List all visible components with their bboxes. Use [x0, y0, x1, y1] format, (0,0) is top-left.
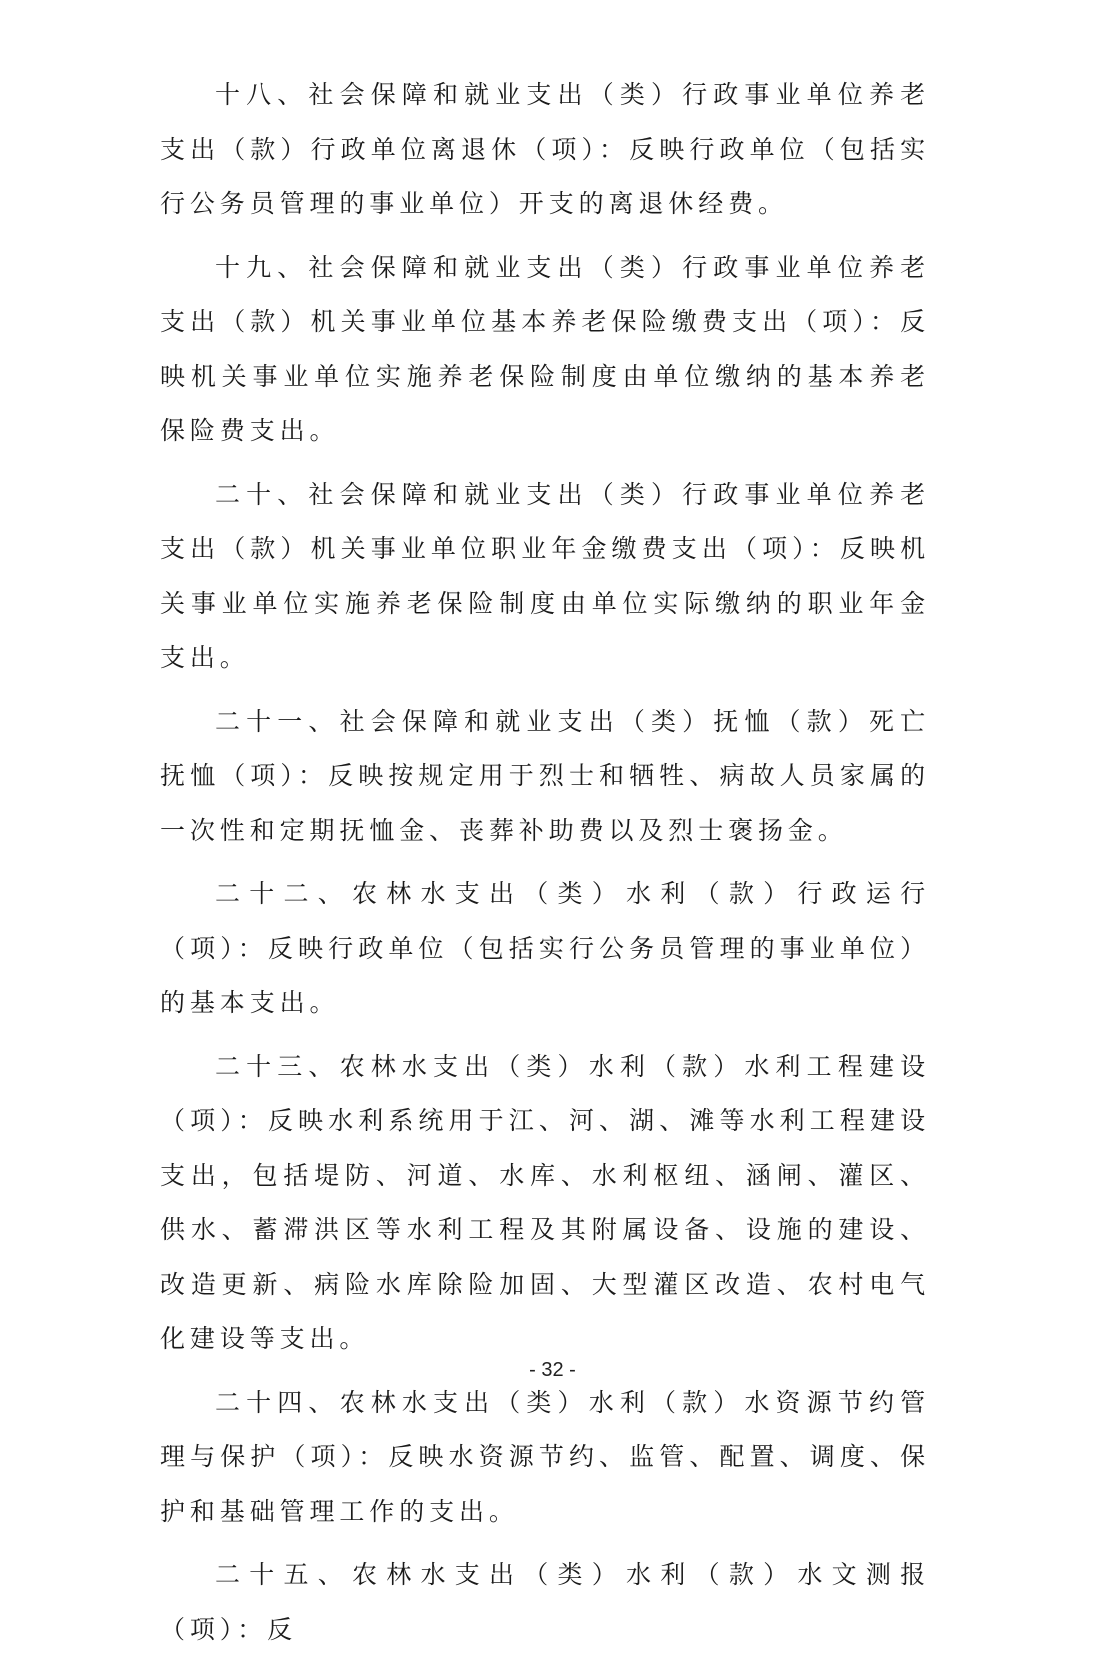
document-body	[160, 68, 930, 1666]
paragraph-item-18: 十八、社会保障和就业支出（类）行政事业单位养老支出（款）行政单位离退休（项）：反映行政单位（包括实行公务员管理的事业单位）开支的离退休经费。	[160, 80, 930, 218]
paragraph-item-21: 二十一、社会保障和就业支出（类）抚恤（款）死亡抚恤（项）：反映按规定用于烈士和牺牲、病故人员家属的一次性和定期抚恤金、丧葬补助费以及烈士褒扬金。	[160, 706, 930, 845]
paragraph-item-22: 二十二、农林水支出（类）水利（款）行政运行（项）：反映行政单位（包括实行公务员管理的事业单位）的基本支出。	[160, 879, 930, 1017]
paragraph-item-19: 十九、社会保障和就业支出（类）行政事业单位养老支出（款）机关事业单位基本养老保险缴费支出（项）：反映机关事业单位实施养老保险制度由单位缴纳的基本养老保险费支出。	[160, 252, 930, 445]
paragraph-item-25: 二十五、农林水支出（类）水利（款）水文测报（项）：反	[160, 1560, 930, 1644]
paragraph-item-23: 二十三、农林水支出（类）水利（款）水利工程建设（项）：反映水利系统用于江、河、湖、滩等水利工程建设支出，包括堤防、河道、水库、水利枢纽、涵闸、灌区、供水、蓄滞洪区等水利工程及其附属设备、设施的建设、改造更新、病险水库除险加固、大型灌区改造、农村电气化建设等支出。	[160, 1051, 930, 1353]
paragraph-item-20: 二十、社会保障和就业支出（类）行政事业单位养老支出（款）机关事业单位职业年金缴费支出（项）：反映机关事业单位实施养老保险制度由单位实际缴纳的职业年金支出。	[160, 479, 930, 672]
page-number: - 32 -	[529, 1359, 576, 1381]
paragraph-item-24: 二十四、农林水支出（类）水利（款）水资源节约管理与保护（项）：反映水资源节约、监管、配置、调度、保护和基础管理工作的支出。	[160, 1387, 930, 1526]
